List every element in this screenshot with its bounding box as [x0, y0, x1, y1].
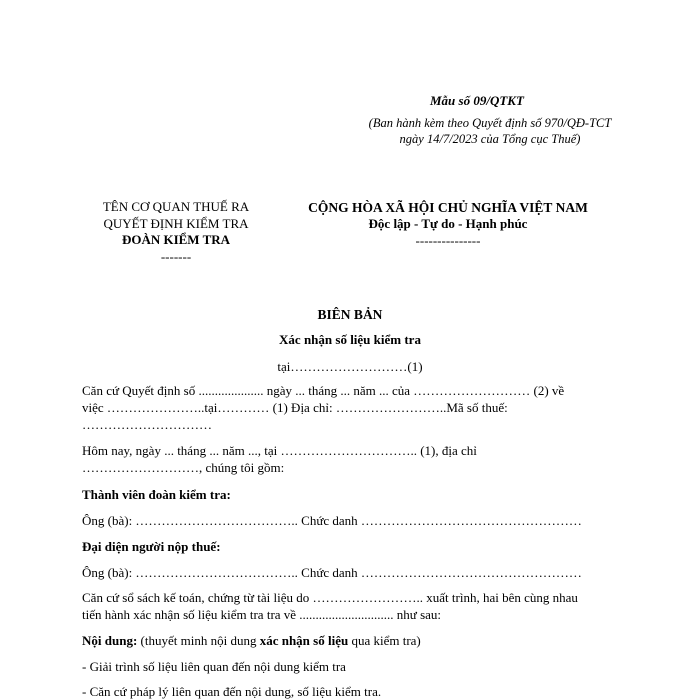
- nation-motto: Độc lập - Tự do - Hạnh phúc: [368, 216, 528, 232]
- books-line-2: tiến hành xác nhận số liệu kiểm tra tra về ............................. như sau:: [82, 607, 442, 623]
- today-paragraph: [82, 442, 610, 476]
- content-label: Nội dung:: [82, 633, 138, 648]
- representative-heading: Đại diện người nộp thuế:: [82, 539, 221, 554]
- books-line-1: Căn cứ sổ sách kế toán, chứng từ tài liệu do …………………….. xuất trình, hai bên cùng nhau: [82, 590, 578, 605]
- today-line-2: ………………………, chúng tôi gồm:: [82, 460, 285, 476]
- representative-line: Ông (bà): ……………………………….. Chức danh ……………………………………………: [82, 565, 582, 580]
- document-subtitle: Xác nhận số liệu kiểm tra: [279, 332, 421, 347]
- agency-line-1: TÊN CƠ QUAN THUẾ RA: [102, 199, 250, 214]
- nation-rule: ---------------: [415, 232, 481, 248]
- today-line-1: Hôm nay, ngày ... tháng ... năm ..., tại ………………………….. (1), địa chỉ: [82, 443, 477, 458]
- place-line: tại………………………(1): [277, 359, 423, 374]
- agency-rule: -------: [160, 248, 192, 264]
- nation-name: CỘNG HÒA XÃ HỘI CHỦ NGHĨA VIỆT NAM: [308, 200, 588, 215]
- basis-paragraph: [82, 382, 610, 433]
- content-line: [82, 632, 610, 649]
- content-text-1: (thuyết minh nội dung: [137, 633, 260, 648]
- issued-line-1: (Ban hành kèm theo Quyết định số 970/QĐ-TCT: [368, 116, 612, 130]
- content-text-2: qua kiểm tra): [348, 633, 421, 648]
- basis-line-1: Căn cứ Quyết định số .................... ngày ... tháng ... năm ... của ……………………… (2) về: [82, 383, 565, 398]
- issued-line-2: ngày 14/7/2023 của Tổng cục Thuế): [399, 131, 581, 146]
- books-paragraph: [82, 589, 610, 623]
- document-title: BIÊN BẢN: [317, 307, 383, 322]
- agency-block: [86, 199, 266, 266]
- content-bold: xác nhận số liệu: [259, 633, 349, 648]
- members-line: Ông (bà): ……………………………….. Chức danh ……………………………………………: [82, 513, 582, 528]
- form-code: Mẫu số 09/QTKT: [430, 93, 524, 108]
- basis-line-3: …………………………: [82, 417, 212, 433]
- agency-line-2: QUYẾT ĐỊNH KIỂM TRA: [103, 215, 249, 231]
- members-heading: Thành viên đoàn kiểm tra:: [82, 487, 231, 502]
- basis-line-2: việc …………………..tại………… (1) Địa chỉ: ……………………..Mã số thuế:: [82, 400, 508, 416]
- bullet-legal-basis: - Căn cứ pháp lý liên quan đến nội dung, số liệu kiểm tra.: [82, 684, 382, 699]
- national-motto-block: [298, 199, 598, 250]
- bullet-explanation: - Giải trình số liệu liên quan đến nội dung kiểm tra: [82, 659, 346, 674]
- agency-line-3: ĐOÀN KIỂM TRA: [121, 232, 231, 248]
- issued-note: [340, 116, 640, 147]
